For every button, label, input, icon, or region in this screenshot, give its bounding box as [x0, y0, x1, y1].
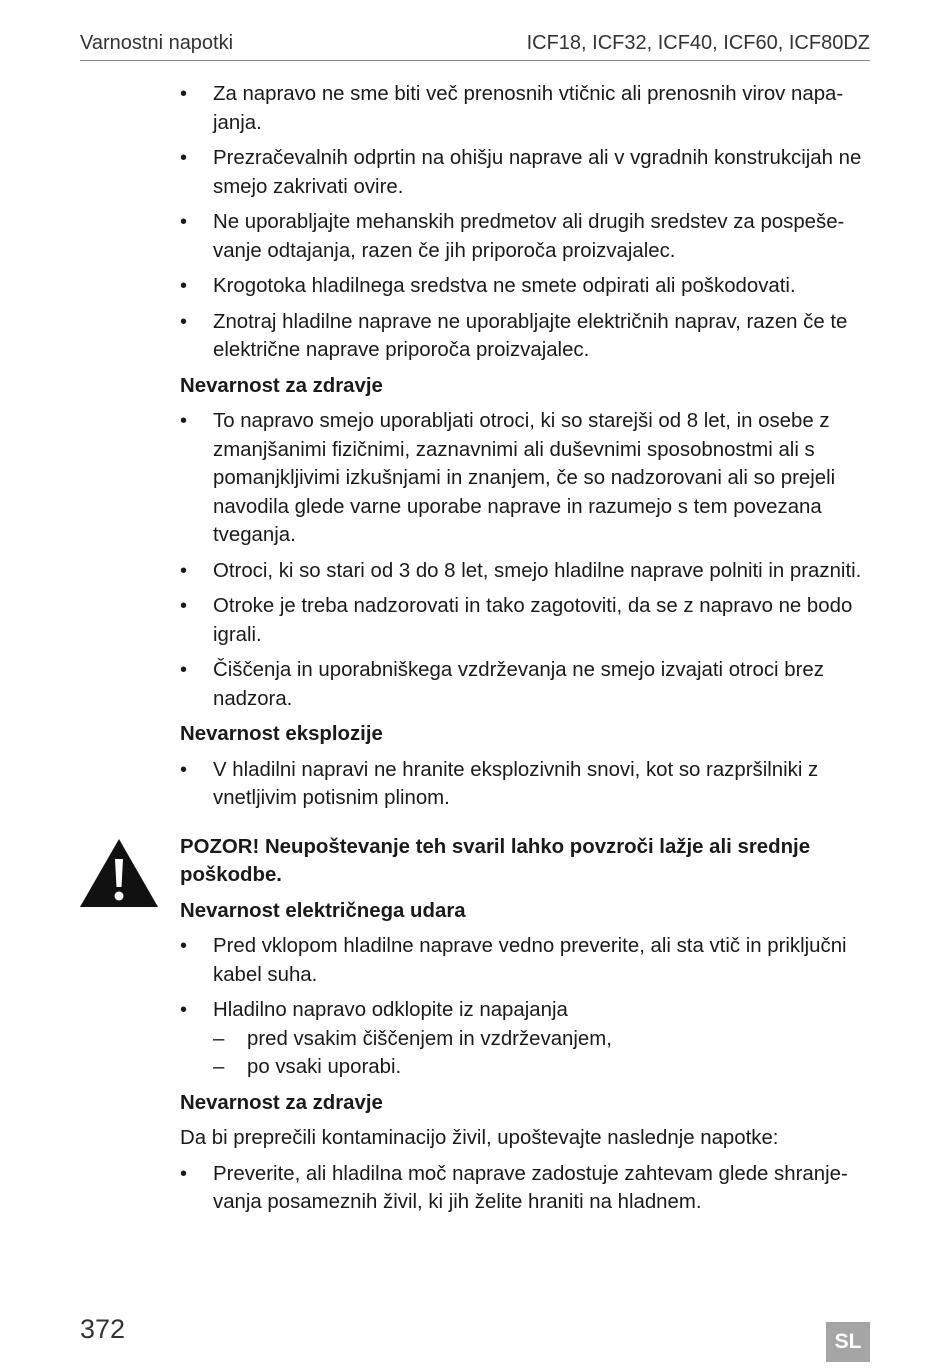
- list-item: • Prezračevalnih odprtin na ohišju naprave ali v vgradnih konstrukcijah ne smejo zakrivati ovire.: [180, 144, 870, 201]
- list-item: [180, 996, 870, 1082]
- page-content: [180, 80, 870, 1224]
- sub-list-item: – pred vsakim čiščenjem in vzdrževanjem,: [213, 1025, 870, 1054]
- page-header: [80, 28, 870, 61]
- health-bullet-list: [180, 407, 870, 713]
- section-heading-explosion: Nevarnost eksplozije: [180, 723, 383, 745]
- sub-list: [213, 1025, 870, 1082]
- list-item: • Za napravo ne sme biti več prenosnih vtičnic ali prenosnih virov napajanja.: [180, 80, 870, 137]
- list-item: • Pred vklopom hladilne naprave vedno preverite, ali sta vtič in priključni kabel suha.: [180, 932, 870, 989]
- food-bullet-list: [180, 1160, 870, 1217]
- electric-bullet-list: [180, 932, 870, 1082]
- language-badge: SL: [826, 1322, 870, 1362]
- list-item: • Preverite, ali hladilna moč naprave zadostuje zahtevam glede shranjevanja posameznih živil, ki jih želite hraniti na hladnem.: [180, 1160, 870, 1217]
- list-item: • Ne uporabljajte mehanskih predmetov ali drugih sredstev za pospeševanje odtajanja, razen če jih priporoča proizvajalec.: [180, 208, 870, 265]
- sub-list-item: – po vsaki uporabi.: [213, 1053, 870, 1082]
- model-list: ICF18, ICF32, ICF40, ICF60, ICF80DZ: [526, 32, 870, 54]
- list-item: • To napravo smejo uporabljati otroci, ki so starejši od 8 let, in osebe z zmanjšanimi fizičnimi, zaznavnimi ali duševnimi sposobnostmi ali s pomanjkljivimi izkušnjami in znanjem, če so nadzorovani ali so prejeli navodila glede varne uporabe naprave in razumejo s tem povezana tveganja.: [180, 407, 870, 550]
- section-heading-health: Nevarnost za zdravje: [180, 374, 383, 397]
- warning-triangle-icon: [78, 837, 160, 909]
- list-item: • Otroke je treba nadzorovati in tako zagotoviti, da se z napravo ne bodo igrali.: [180, 592, 870, 649]
- paragraph: Da bi preprečili kontaminacijo živil, upoštevajte naslednje napotke:: [180, 1127, 779, 1149]
- page-number: 372: [80, 1314, 126, 1344]
- intro-bullet-list: [180, 80, 870, 365]
- section-title: Varnostni napotki: [80, 32, 234, 54]
- caution-block: [180, 833, 870, 890]
- caution-text: POZOR! Neupoštevanje teh svaril lahko povzroči lažje ali srednje poškodbe.: [180, 835, 811, 886]
- list-item: • Čiščenja in uporabniškega vzdrževanja ne smejo izvajati otroci brez nadzora.: [180, 656, 870, 713]
- list-item: • Krogotoka hladilnega sredstva ne smete odpirati ali poškodovati.: [180, 272, 870, 301]
- section-heading-health-food: Nevarnost za zdravje: [180, 1091, 383, 1114]
- explosion-bullet-list: [180, 756, 870, 813]
- list-item: • Znotraj hladilne naprave ne uporabljajte električnih naprav, razen če te električne naprave priporoča proizvajalec.: [180, 308, 870, 365]
- list-item-text: Hladilno napravo odklopite iz napajanja: [213, 999, 568, 1021]
- section-heading-electric: Nevarnost električnega udara: [180, 899, 466, 922]
- list-item: • Otroci, ki so stari od 3 do 8 let, smejo hladilne naprave polniti in prazniti.: [180, 557, 870, 586]
- list-item: • V hladilni napravi ne hranite eksplozivnih snovi, kot so razpršilniki z vnetljivim potisnim plinom.: [180, 756, 870, 813]
